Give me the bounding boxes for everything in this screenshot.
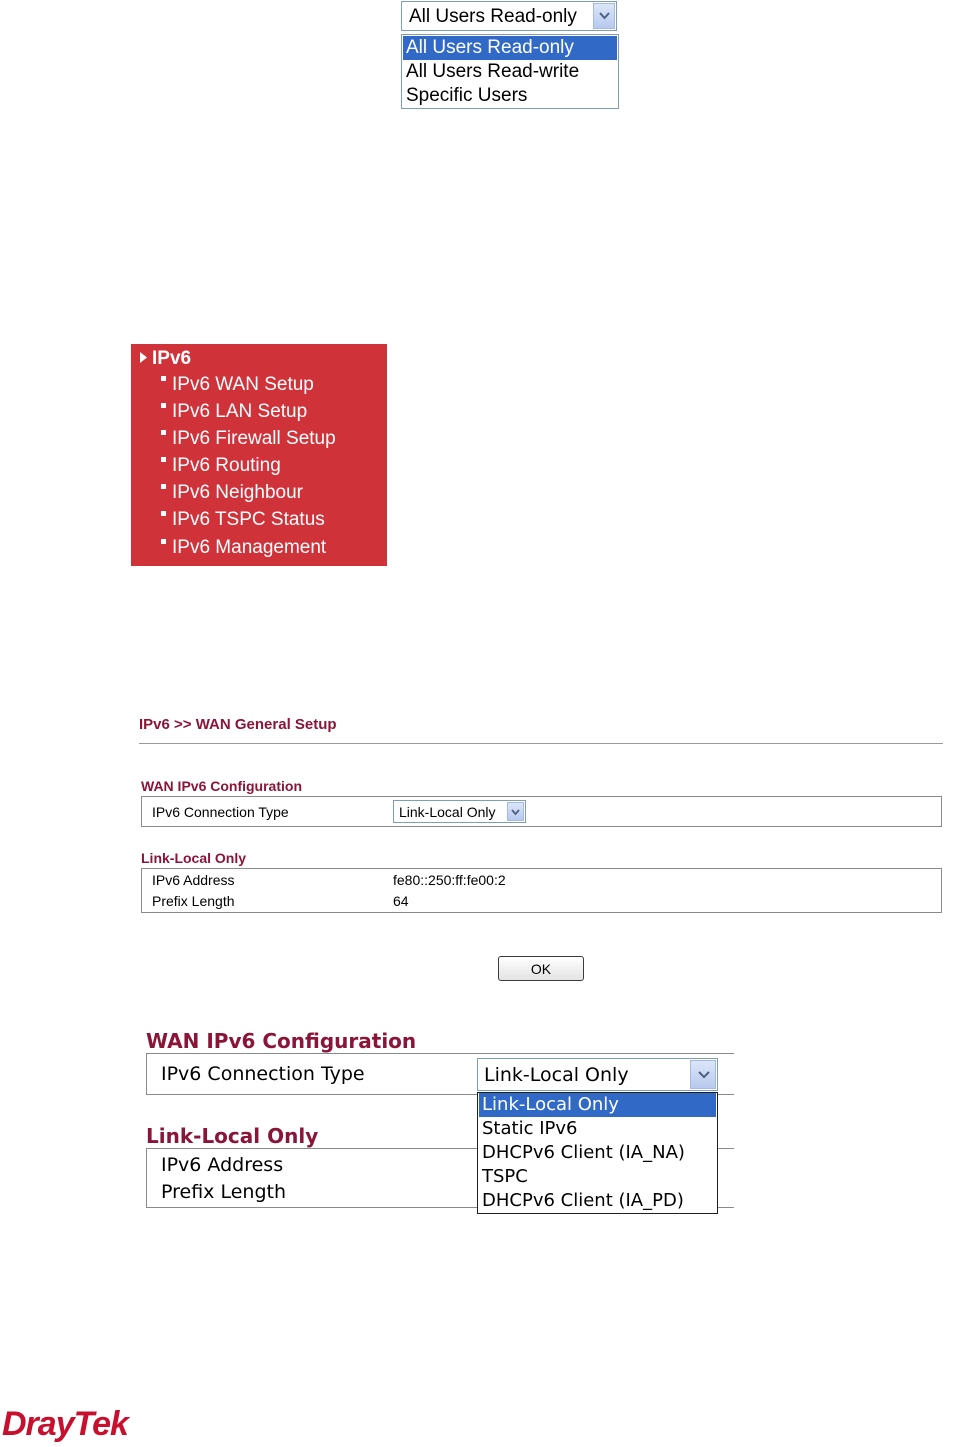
connection-type-option[interactable]: TSPC — [482, 1166, 528, 1187]
bullet-icon — [161, 376, 166, 381]
ipv6-menu — [131, 344, 387, 566]
prefix-length-value: 64 — [393, 893, 409, 909]
connection-type-value: Link-Local Only — [399, 804, 496, 820]
wan-config-section-title: WAN IPv6 Configuration — [141, 778, 302, 794]
page-title: IPv6 >> WAN General Setup — [139, 716, 337, 733]
menu-item-label: IPv6 Management — [172, 537, 327, 558]
menu-item-label: IPv6 Neighbour — [172, 482, 303, 503]
zoom-connection-type-options — [477, 1092, 718, 1214]
access-mode-select[interactable] — [401, 1, 617, 31]
access-mode-options-list — [401, 34, 619, 109]
expand-arrow-icon — [140, 352, 147, 363]
bullet-icon — [161, 457, 166, 462]
ipv6-address-value: fe80::250:ff:fe00:2 — [393, 872, 506, 888]
access-mode-option[interactable]: Specific Users — [406, 85, 528, 106]
connection-type-label: IPv6 Connection Type — [152, 804, 289, 820]
menu-item-ipv6-wan-setup[interactable] — [161, 374, 314, 396]
ipv6-menu-title[interactable]: IPv6 — [152, 348, 192, 369]
zoom-wan-config-title: WAN IPv6 Configuration — [146, 1029, 417, 1053]
prefix-length-label: Prefix Length — [152, 893, 235, 909]
divider — [139, 743, 943, 744]
menu-item-label: IPv6 Firewall Setup — [172, 428, 336, 449]
zoom-connection-type-value: Link-Local Only — [484, 1064, 629, 1086]
menu-item-ipv6-lan-setup[interactable] — [161, 401, 307, 423]
chevron-down-icon[interactable] — [507, 802, 524, 821]
zoom-connection-type-label: IPv6 Connection Type — [161, 1063, 365, 1085]
zoom-prefix-length-label: Prefix Length — [161, 1181, 286, 1203]
access-mode-option[interactable]: All Users Read-write — [406, 61, 580, 82]
chevron-down-icon[interactable] — [690, 1060, 716, 1089]
zoom-link-local-title: Link-Local Only — [146, 1124, 319, 1148]
zoom-connection-type-select[interactable] — [477, 1058, 718, 1091]
connection-type-option[interactable]: Static IPv6 — [482, 1118, 578, 1139]
menu-item-label: IPv6 WAN Setup — [172, 374, 314, 395]
bullet-icon — [161, 539, 166, 544]
menu-item-ipv6-tspc-status[interactable] — [161, 509, 325, 531]
menu-item-label: IPv6 TSPC Status — [172, 509, 325, 530]
bullet-icon — [161, 511, 166, 516]
connection-type-option[interactable]: Link-Local Only — [479, 1093, 716, 1117]
zoom-ipv6-address-label: IPv6 Address — [161, 1154, 284, 1176]
menu-item-ipv6-management[interactable] — [161, 537, 326, 559]
bullet-icon — [161, 430, 166, 435]
menu-item-ipv6-routing[interactable] — [161, 455, 281, 477]
ok-button[interactable]: OK — [498, 956, 584, 981]
connection-type-select[interactable] — [393, 800, 526, 823]
menu-item-label: IPv6 LAN Setup — [172, 401, 308, 422]
menu-item-ipv6-neighbour[interactable] — [161, 482, 303, 504]
menu-item-ipv6-firewall-setup[interactable] — [161, 428, 336, 450]
bullet-icon — [161, 403, 166, 408]
ipv6-address-label: IPv6 Address — [152, 872, 235, 888]
connection-type-option[interactable]: DHCPv6 Client (IA_PD) — [482, 1190, 684, 1211]
menu-item-label: IPv6 Routing — [172, 455, 281, 476]
link-local-box — [141, 868, 942, 913]
connection-type-option[interactable]: DHCPv6 Client (IA_NA) — [482, 1142, 685, 1163]
access-mode-selected-value: All Users Read-only — [409, 6, 577, 27]
link-local-section-title: Link-Local Only — [141, 850, 247, 866]
bullet-icon — [161, 484, 166, 489]
access-mode-option[interactable]: All Users Read-only — [403, 36, 617, 60]
chevron-down-icon[interactable] — [593, 3, 615, 29]
draytek-logo: DrayTek — [2, 1405, 128, 1443]
